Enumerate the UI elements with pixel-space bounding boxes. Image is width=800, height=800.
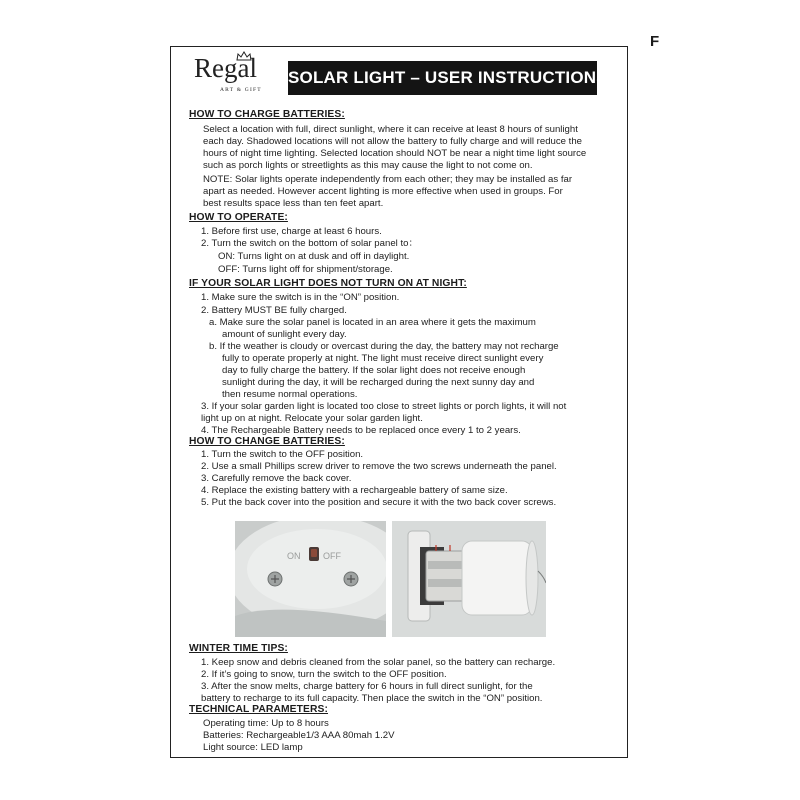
- troubleshoot-line: 4. The Rechargeable Battery needs to be replaced once every 1 to 2 years.: [201, 425, 521, 436]
- winter-tip: 2. If it’s going to snow, turn the switch to the OFF position.: [201, 669, 447, 680]
- page-letter: F: [650, 33, 660, 50]
- troubleshoot-subline: a. Make sure the solar panel is located in an area where it gets the maximum: [209, 317, 536, 328]
- switch-off-label: OFF: [323, 551, 341, 561]
- troubleshoot-subline: sunlight during the day, it will be recharged during the next sunny day and: [222, 377, 535, 388]
- section-heading-troubleshoot: IF YOUR SOLAR LIGHT DOES NOT TURN ON AT NIGHT:: [189, 278, 467, 289]
- screw-icon: [344, 572, 358, 586]
- document-title: SOLAR LIGHT – USER INSTRUCTIONS: [288, 61, 597, 95]
- section-heading-winter: WINTER TIME TIPS:: [189, 643, 288, 654]
- charge-note-line: apart as needed. However accent lighting is more effective when used in groups. For: [203, 186, 563, 197]
- section-heading-technical: TECHNICAL PARAMETERS:: [189, 704, 329, 715]
- logo-tagline: ART & GIFT: [220, 87, 262, 93]
- charge-note-line: best results space less than ten feet apart.: [203, 198, 384, 209]
- switch-on-label: ON: [287, 551, 301, 561]
- charge-note-line: NOTE: Solar lights operate independently from each other; they may be installed as far: [203, 174, 573, 185]
- troubleshoot-subline: then resume normal operations.: [222, 389, 358, 400]
- troubleshoot-subline: amount of sunlight every day.: [222, 329, 347, 340]
- charge-line: such as porch lights or streetlights as this may cause the light to not come on.: [203, 160, 533, 171]
- troubleshoot-subline: day to fully charge the battery. If the solar light does not receive enough: [222, 365, 526, 376]
- operate-off-mode: OFF: Turns light off for shipment/storage.: [218, 264, 393, 275]
- operate-on-mode: ON: Turns light on at dusk and off in daylight.: [218, 251, 410, 262]
- tech-param: Light source: LED lamp: [203, 742, 303, 753]
- tech-param: Batteries: Rechargeable1/3 AAA 80mah 1.2V: [203, 730, 395, 741]
- section-heading-operate: HOW TO OPERATE:: [189, 212, 288, 223]
- troubleshoot-subline: b. If the weather is cloudy or overcast during the day, the battery may not recharge: [209, 341, 559, 352]
- regal-logo: [192, 53, 272, 95]
- winter-tip: battery to recharge to its full capacity. Then place the switch in the “ON” position.: [201, 693, 543, 704]
- troubleshoot-line: 3. If your solar garden light is located too close to street lights or porch lights, it will not: [201, 401, 567, 412]
- photo-panel-underside: [235, 521, 386, 637]
- troubleshoot-line: 1. Make sure the switch is in the “ON” position.: [201, 292, 400, 303]
- change-step: 4. Replace the existing battery with a rechargeable battery of same size.: [201, 485, 508, 496]
- change-step: 3. Carefully remove the back cover.: [201, 473, 352, 484]
- winter-tip: 3. After the snow melts, charge battery for 6 hours in full direct sunlight, for the: [201, 681, 533, 692]
- instruction-sheet: [170, 46, 628, 758]
- operate-step: 2. Turn the switch on the bottom of solar panel to：: [201, 238, 419, 249]
- charge-line: hours of night time lighting. Selected location should NOT be near a night time light source: [203, 148, 587, 159]
- crown-icon: [236, 51, 252, 61]
- tech-param: Operating time: Up to 8 hours: [203, 718, 329, 729]
- operate-step: 1. Before first use, charge at least 6 hours.: [201, 226, 382, 237]
- section-heading-charge: HOW TO CHARGE BATTERIES:: [189, 109, 345, 120]
- section-heading-change: HOW TO CHANGE BATTERIES:: [189, 436, 345, 447]
- troubleshoot-line: 2. Battery MUST BE fully charged.: [201, 305, 347, 316]
- charge-line: each day. Shadowed locations will not allow the battery to fully charge and will reduce the: [203, 136, 582, 147]
- change-step: 5. Put the back cover into the position and secure it with the two back cover screws.: [201, 497, 557, 508]
- winter-tip: 1. Keep snow and debris cleaned from the solar panel, so the battery can recharge.: [201, 657, 556, 668]
- troubleshoot-subline: fully to operate properly at night. The light must receive direct sunlight every: [222, 353, 544, 364]
- change-step: 1. Turn the switch to the OFF position.: [201, 449, 364, 460]
- screw-icon: [268, 572, 282, 586]
- change-step: 2. Use a small Phillips screw driver to remove the two screws underneath the panel.: [201, 461, 557, 472]
- troubleshoot-line: light up on at night. Relocate your solar garden light.: [201, 413, 423, 424]
- photo-battery-compartment: [392, 521, 546, 637]
- charge-line: Select a location with full, direct sunlight, where it can receive at least 8 hours of sunlight: [203, 124, 578, 135]
- logo-wordmark: Regal: [194, 53, 257, 83]
